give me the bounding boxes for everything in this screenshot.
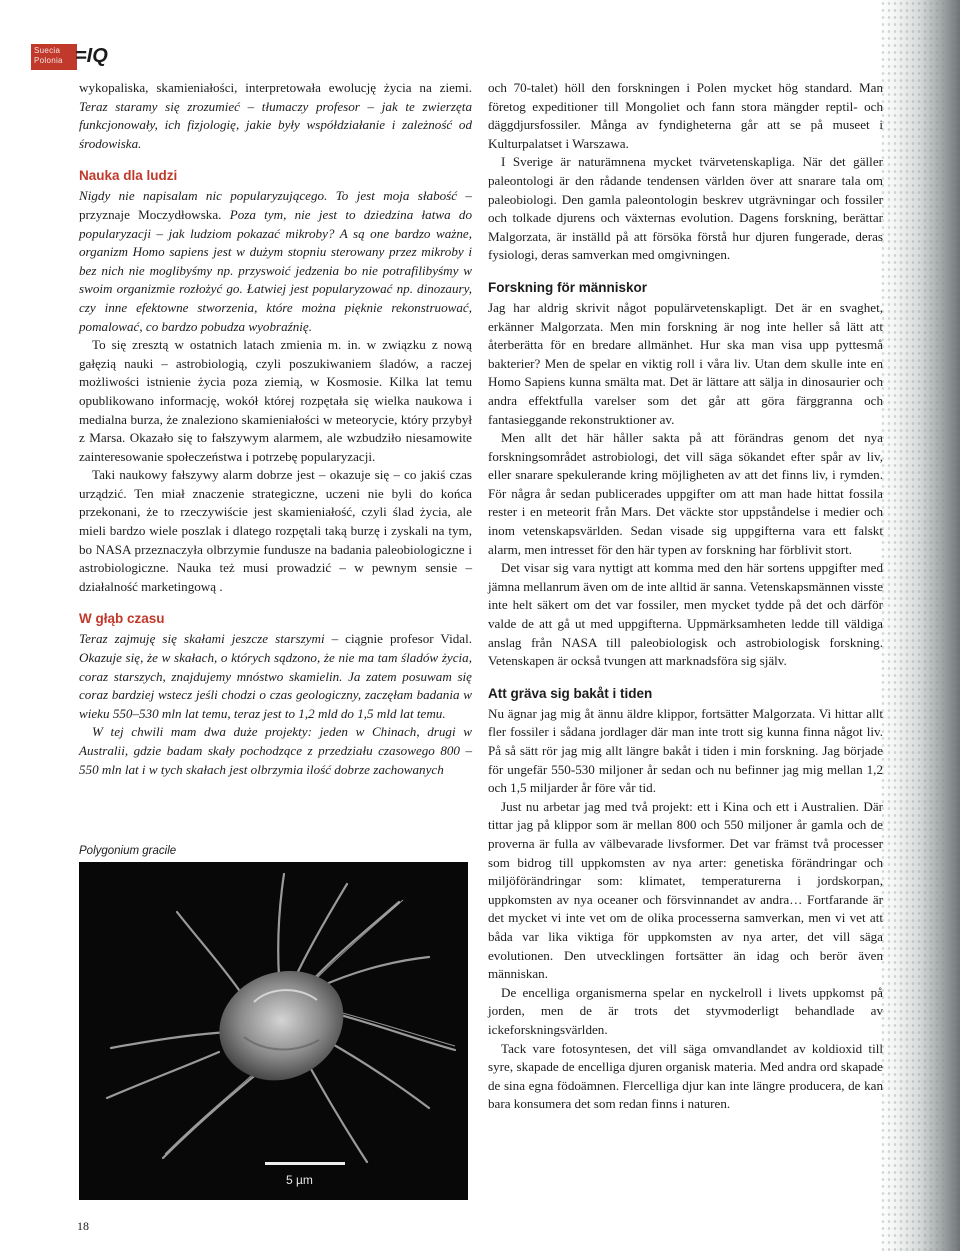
sv-paragraph-5: Det visar sig vara nyttigt att komma med den här sortens uppgifter med jämna mellanrum även om de inte alltid är sanna. Vetenskapsmännen visste inte helt säkert om det var fossiler, men mycket tydde på det och därför valde de att gå ut med uppgifterna. Uppmärksamheten ledde till väldiga anslag från NASA till paleobiologisk och astrobiologisk forskning. Vetenskapen är också tvungen att marknadsföra sig själv. [488, 560, 884, 669]
pl-paragraph-4: Taki naukowy fałszywy alarm dobrze jest – okazuje się – co jakiś czas urządzić. Ten miał znaczenie strategiczne, uczeni nie byli do końca przekonani, że to rzeczywiście jest skamieniałość, czyli ślad życia, ale mieli bardzo wiele poszlak i dlatego rozpętali taką burzę i zyskali na tym, bo NASA przeznaczyła olbrzymie fundusze na badania paleobiologiczne i astrobiologiczne. Nauka też musi prowadzić – w pewnym sensie – działalność marketingową . [79, 467, 472, 594]
pl-heading-wglab: W głąb czasu [79, 611, 165, 627]
pl-paragraph-2: Nigdy nie napisalam nic popularyzującego. To jest moja słabość – przyznaje Moczydłowska. Poza tym, nie jest to dziedzina łatwa do popularyzacji – jak ludziom pokazać mikroby? A są one bardzo ważne, organizm Homo sapiens jest w dużym stopniu sterowany przez mikroby i bez nich nie moglibyśmy np. przyswoić jedzenia bo nie potrafilibyśmy w swoim organizmie rozłożyć go. Łatwiej jest popularyzować np. dinozaury, czy inne efektowne stworzenia, które można pięknie rekonstruować, pomalować, co bardzo pobudza wyobraźnię. [79, 188, 472, 334]
pl-paragraph-1: wykopaliska, skamieniałości, interpretowała ewolucję życia na ziemi. Teraz staramy się zrozumieć – tłumaczy profesor – jak te zwierzęta funkcjonowały, ich fizjologię, jakie były współdziałanie i zależność od środowiska. [79, 80, 472, 151]
pl-paragraph-5: Teraz zajmuję się skałami jeszcze starszymi – ciągnie profesor Vidal. Okazuje się, że w skałach, o których sądzono, że nie ma tam śladów życia, coraz starszych, znajdujemy mnóstwo skamielin. Ja zatem posuwam się coraz bardziej wstecz jeśli chodzi o czas geologiczny, zaczęłam badania w wieku 550–530 mln lat temu, teraz jest to 1,2 mld do 1,5 mld lat temu. [79, 631, 473, 721]
journal-logo [31, 44, 109, 70]
sv-paragraph-7: Just nu arbetar jag med två projekt: ett i Kina och ett i Australien. Där tittar jag på klippor som är mellan 800 och 550 miljoner år gamla och de proverna är fulla av välbevarade livsformer. Det var främst två processer som bidrog till uppkomsten av nya arter: genetiska förändringar och miljöförändringar som: klimatet, temperaturerna i jordskorpan, uppkomsten av nya oceaner och försvinnandet av andra… Fortfarande är det mycket vi inte vet om de olika processerna samverkan, men vi vet att båda var lika viktiga för uppkomsten av nya arter, det vill säga evolutionen. Den utvecklingen fortsätter än idag och berör även människan. [488, 798, 883, 982]
sv-paragraph-4: Men allt det här håller sakta på att förändras genom det nya forskningsområdet astrobiologi, det vill säga sökandet efter spår av liv, eller snarare spekulerande kring möjligheten av att det finns liv, i rymden. För några år sedan publicerades uppgifter om att man hade hittat fossila rester i en meteorit från Mars. Det väckte stor uppståndelse i medier och inom vetenskapsvärlden. Sedan visade sig uppgifterna vara ett falskt alarm, men intresset för den här typen av forskning har förblivit stort. [488, 430, 883, 557]
sv-heading-forskning: Forskning för människor [488, 279, 648, 295]
logo-line-1: Suecia [34, 46, 61, 55]
sv-paragraph-2: I Sverige är naturämnena mycket tvärvetenskapliga. När det gäller paleontologi är den rådande tendensen världen över att snarare tala om paleobiologi. Den gamla paleontologin beskrev utgrävningar och fossiler och tolkade djurens och växternas evolution. Dagens forskning, berättar Malgorzata, är inställd på att försöka förstå hur djuren fungerade, deras fysiologi, deras samverkan med omgivningen. [488, 154, 883, 263]
decorative-stone-strip [880, 0, 960, 1251]
pl-heading-nauka: Nauka dla ludzi [79, 168, 178, 184]
microfossil-photo [79, 862, 468, 1200]
sv-heading-grava: Att gräva sig bakåt i tiden [488, 685, 653, 701]
logo-suffix: =IQ [75, 45, 108, 67]
sv-paragraph-6: Nu ägnar jag mig åt ännu äldre klippor, fortsätter Malgorzata. Vi hittar allt fler fossiler i sådana jordlager där man inte trott sig kunna finna något liv. På så sätt rör jag mig allt längre bakåt i tiden i min forskning. Jag började för ungefär 550-530 miljoner år sedan och nu befinner jag mig mellan 1,2 och 1,5 miljarder år före vår tid. [488, 705, 883, 796]
sv-paragraph-9: Tack vare fotosyntesen, det vill säga omvandlandet av koldioxid till syre, skapade de encelliga djuren organisk materia. Med andra ord skapade de sina egna födoämnen. Flercelliga djur kan inte längre producera, de kan bara konsumera det som redan finns i naturen. [488, 1040, 883, 1112]
logo-line-2: Polonia [34, 56, 63, 65]
polish-column [79, 79, 472, 779]
swedish-column [488, 79, 883, 1114]
figure-caption: Polygonium gracile [79, 845, 177, 857]
sv-paragraph-3: Jag har aldrig skrivit något populärvetenskapligt. Det är en svaghet, erkänner Malgorzata. Men min forskning är nog inte heller så lätt att återberätta för en bredare allmänhet. Hur ska man visa upp pyttesmå bakterier? Men de spelar en viktig roll i våra liv. Utan dem skulle inte en Homo Sapiens kunna smälta mat. Det är lättare att sälja in dinosaurier och andra effektfulla varelser som det går att göra färggranna och fantasieggande rekonstruktioner av. [488, 299, 883, 427]
page-number: 18 [77, 1219, 89, 1233]
pl-paragraph-3: To się zresztą w ostatnich latach zmienia m. in. w związku z nową gałęzią nauki – astrobiologią, czyli poszukiwaniem śladów, a raczej możliwości istnienie życia poza ziemią, w Kosmosie. Kilka lat temu opublikowano informację, wokół której rozpętała się wielka naukowa i medialna burza, że znaleziono skamieniałości w meteorycie, który przybył z Marsa. Okazało się to fałszywym alarmem, ale wzbudziło niesamowite zainteresowanie społeczeństwa i potrzebę popularyzacji. [79, 337, 472, 464]
sv-paragraph-1: och 70-talet) höll den forskningen i Polen mycket hög standard. Man företog expeditioner till Mongoliet och fann stora mängder reptil- och däggdjursfossiler. Många av fyndigheterna går att se på museet i Kulturpalatset i Warszawa. [488, 80, 883, 151]
microfossil-sem-image [79, 862, 468, 1200]
scale-label: 5 µm [286, 1173, 313, 1187]
pl-paragraph-6: W tej chwili mam dwa duże projekty: jeden w Chinach, drugi w Australii, gdzie badam skały pochodzące z przedziału czasowego 800 – 550 mln lat i w tych skałach jest olbrzymia ilość dobrze zachowanych [79, 724, 472, 777]
sv-paragraph-8: De encelliga organismerna spelar en nyckelroll i livets uppkomst på jorden, men de är trots det styvmoderligt behandlade av ickeforskningsvärlden. [488, 984, 883, 1037]
